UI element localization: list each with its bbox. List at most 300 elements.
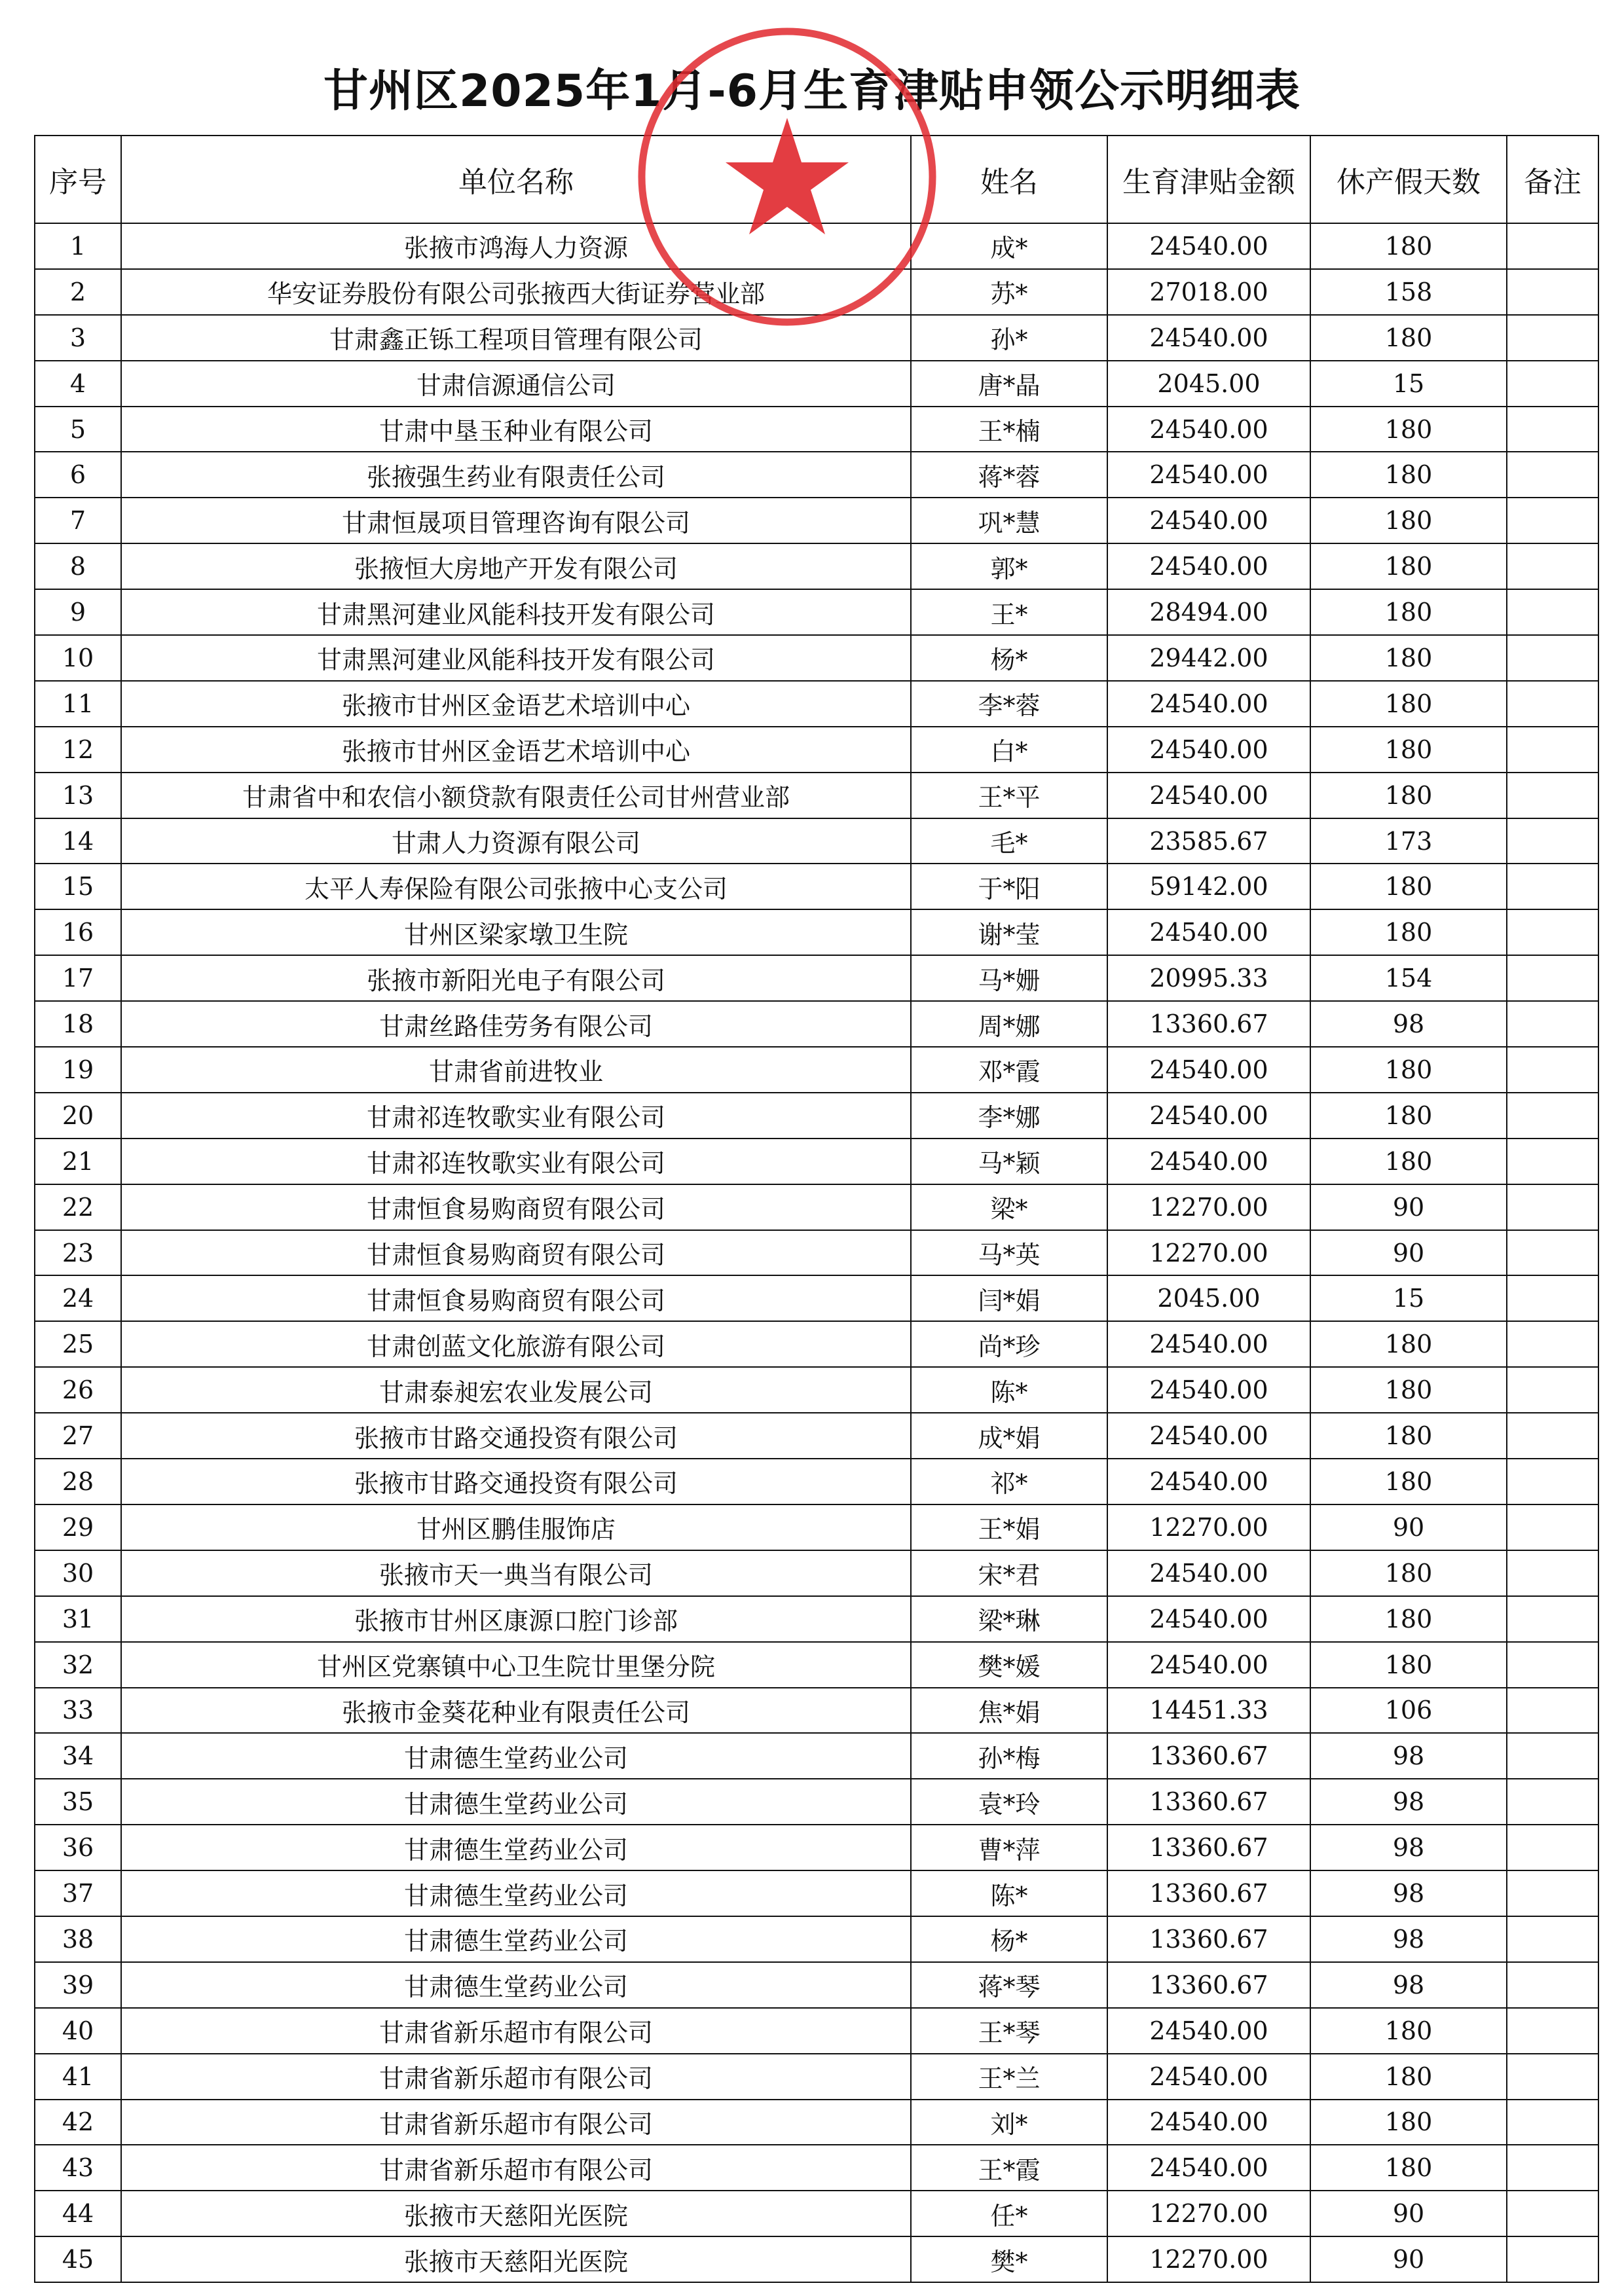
- remarks: [1507, 1321, 1598, 1367]
- row-index: 11: [35, 681, 121, 727]
- subsidy-amount: 2045.00: [1107, 361, 1310, 407]
- subsidy-amount: 13360.67: [1107, 1001, 1310, 1047]
- leave-days: 180: [1310, 2054, 1507, 2100]
- leave-days: 154: [1310, 955, 1507, 1001]
- subsidy-amount: 24540.00: [1107, 407, 1310, 452]
- leave-days: 173: [1310, 818, 1507, 864]
- subsidy-amount: 24540.00: [1107, 1459, 1310, 1504]
- table-row: [35, 1596, 1598, 1642]
- row-index: 36: [35, 1825, 121, 1870]
- unit-name: 甘肃省中和农信小额贷款有限责任公司甘州营业部: [121, 773, 911, 818]
- row-index: 45: [35, 2236, 121, 2282]
- person-name: 陈*: [911, 1870, 1107, 1916]
- subsidy-amount: 24540.00: [1107, 452, 1310, 498]
- remarks: [1507, 2191, 1598, 2236]
- unit-name: 甘肃省前进牧业: [121, 1047, 911, 1093]
- leave-days: 90: [1310, 2236, 1507, 2282]
- remarks: [1507, 315, 1598, 361]
- table-row: [35, 1779, 1598, 1825]
- remarks: [1507, 1504, 1598, 1550]
- unit-name: 甘肃创蓝文化旅游有限公司: [121, 1321, 911, 1367]
- person-name: 蒋*蓉: [911, 452, 1107, 498]
- row-index: 27: [35, 1413, 121, 1459]
- unit-name: 甘肃祁连牧歌实业有限公司: [121, 1093, 911, 1139]
- subsidy-amount: 13360.67: [1107, 1870, 1310, 1916]
- leave-days: 180: [1310, 864, 1507, 909]
- person-name: 樊*: [911, 2236, 1107, 2282]
- row-index: 12: [35, 727, 121, 773]
- leave-days: 180: [1310, 773, 1507, 818]
- person-name: 巩*慧: [911, 498, 1107, 543]
- leave-days: 180: [1310, 1596, 1507, 1642]
- table-row: [35, 818, 1598, 864]
- remarks: [1507, 589, 1598, 635]
- row-index: 32: [35, 1642, 121, 1688]
- person-name: 王*琴: [911, 2008, 1107, 2054]
- row-index: 37: [35, 1870, 121, 1916]
- row-index: 10: [35, 635, 121, 681]
- unit-name: 张掖市甘州区金语艺术培训中心: [121, 727, 911, 773]
- person-name: 宋*君: [911, 1550, 1107, 1596]
- unit-name: 甘肃中垦玉种业有限公司: [121, 407, 911, 452]
- subsidy-amount: 24540.00: [1107, 1093, 1310, 1139]
- unit-name: 甘肃黑河建业风能科技开发有限公司: [121, 589, 911, 635]
- row-index: 33: [35, 1688, 121, 1734]
- leave-days: 180: [1310, 1367, 1507, 1413]
- subsidy-amount: 13360.67: [1107, 1825, 1310, 1870]
- table-row: [35, 635, 1598, 681]
- leave-days: 180: [1310, 909, 1507, 955]
- row-index: 4: [35, 361, 121, 407]
- remarks: [1507, 1139, 1598, 1184]
- person-name: 杨*: [911, 1916, 1107, 1962]
- leave-days: 180: [1310, 635, 1507, 681]
- subsidy-amount: 24540.00: [1107, 2008, 1310, 2054]
- leave-days: 180: [1310, 1093, 1507, 1139]
- person-name: 刘*: [911, 2100, 1107, 2145]
- row-index: 43: [35, 2145, 121, 2191]
- row-index: 14: [35, 818, 121, 864]
- header-remarks: 备注: [1507, 136, 1598, 223]
- unit-name: 甘肃祁连牧歌实业有限公司: [121, 1139, 911, 1184]
- subsidy-amount: 12270.00: [1107, 2191, 1310, 2236]
- remarks: [1507, 1275, 1598, 1321]
- unit-name: 张掖市新阳光电子有限公司: [121, 955, 911, 1001]
- table-row: [35, 361, 1598, 407]
- person-name: 王*霞: [911, 2145, 1107, 2191]
- row-index: 28: [35, 1459, 121, 1504]
- unit-name: 甘肃信源通信公司: [121, 361, 911, 407]
- table-row: [35, 909, 1598, 955]
- leave-days: 15: [1310, 361, 1507, 407]
- remarks: [1507, 1184, 1598, 1230]
- subsidy-amount: 24540.00: [1107, 1413, 1310, 1459]
- table-row: [35, 407, 1598, 452]
- table-row: [35, 269, 1598, 315]
- table-row: [35, 589, 1598, 635]
- person-name: 王*平: [911, 773, 1107, 818]
- subsidy-amount: 27018.00: [1107, 269, 1310, 315]
- row-index: 31: [35, 1596, 121, 1642]
- row-index: 8: [35, 543, 121, 589]
- leave-days: 180: [1310, 315, 1507, 361]
- remarks: [1507, 1459, 1598, 1504]
- unit-name: 张掖市天慈阳光医院: [121, 2191, 911, 2236]
- row-index: 26: [35, 1367, 121, 1413]
- leave-days: 98: [1310, 1962, 1507, 2008]
- remarks: [1507, 2100, 1598, 2145]
- table-row: [35, 773, 1598, 818]
- row-index: 17: [35, 955, 121, 1001]
- table-row: [35, 1230, 1598, 1276]
- person-name: 袁*玲: [911, 1779, 1107, 1825]
- person-name: 苏*: [911, 269, 1107, 315]
- row-index: 9: [35, 589, 121, 635]
- remarks: [1507, 1413, 1598, 1459]
- row-index: 41: [35, 2054, 121, 2100]
- leave-days: 180: [1310, 1139, 1507, 1184]
- table-row: [35, 1321, 1598, 1367]
- subsidy-amount: 24540.00: [1107, 315, 1310, 361]
- subsidy-amount: 24540.00: [1107, 773, 1310, 818]
- unit-name: 甘肃德生堂药业公司: [121, 1916, 911, 1962]
- person-name: 任*: [911, 2191, 1107, 2236]
- unit-name: 甘州区党寨镇中心卫生院廿里堡分院: [121, 1642, 911, 1688]
- table-row: [35, 727, 1598, 773]
- row-index: 20: [35, 1093, 121, 1139]
- person-name: 焦*娟: [911, 1688, 1107, 1734]
- remarks: [1507, 1916, 1598, 1962]
- remarks: [1507, 955, 1598, 1001]
- unit-name: 甘肃德生堂药业公司: [121, 1779, 911, 1825]
- unit-name: 张掖恒大房地产开发有限公司: [121, 543, 911, 589]
- remarks: [1507, 1825, 1598, 1870]
- row-index: 22: [35, 1184, 121, 1230]
- remarks: [1507, 1962, 1598, 2008]
- leave-days: 90: [1310, 1230, 1507, 1276]
- row-index: 3: [35, 315, 121, 361]
- table-row: [35, 1184, 1598, 1230]
- table-row: [35, 864, 1598, 909]
- unit-name: 华安证券股份有限公司张掖西大街证券营业部: [121, 269, 911, 315]
- remarks: [1507, 2054, 1598, 2100]
- leave-days: 98: [1310, 1870, 1507, 1916]
- header-person-name: 姓名: [911, 136, 1107, 223]
- table-row: [35, 1916, 1598, 1962]
- leave-days: 90: [1310, 1504, 1507, 1550]
- row-index: 25: [35, 1321, 121, 1367]
- subsidy-amount: 24540.00: [1107, 1596, 1310, 1642]
- table-header-row: [35, 136, 1598, 223]
- subsidy-amount: 24540.00: [1107, 2054, 1310, 2100]
- table-row: [35, 1459, 1598, 1504]
- leave-days: 98: [1310, 1733, 1507, 1779]
- subsidy-amount: 13360.67: [1107, 1962, 1310, 2008]
- leave-days: 180: [1310, 543, 1507, 589]
- person-name: 王*兰: [911, 2054, 1107, 2100]
- row-index: 24: [35, 1275, 121, 1321]
- leave-days: 180: [1310, 1321, 1507, 1367]
- remarks: [1507, 1093, 1598, 1139]
- person-name: 白*: [911, 727, 1107, 773]
- unit-name: 甘肃德生堂药业公司: [121, 1962, 911, 2008]
- subsidy-amount: 20995.33: [1107, 955, 1310, 1001]
- table-row: [35, 1001, 1598, 1047]
- person-name: 孙*梅: [911, 1733, 1107, 1779]
- remarks: [1507, 2145, 1598, 2191]
- person-name: 梁*琳: [911, 1596, 1107, 1642]
- unit-name: 甘肃泰昶宏农业发展公司: [121, 1367, 911, 1413]
- leave-days: 180: [1310, 1047, 1507, 1093]
- table-row: [35, 1825, 1598, 1870]
- person-name: 王*: [911, 589, 1107, 635]
- unit-name: 甘州区梁家墩卫生院: [121, 909, 911, 955]
- subsidy-amount: 24540.00: [1107, 1367, 1310, 1413]
- unit-name: 太平人寿保险有限公司张掖中心支公司: [121, 864, 911, 909]
- remarks: [1507, 269, 1598, 315]
- unit-name: 甘肃德生堂药业公司: [121, 1870, 911, 1916]
- leave-days: 98: [1310, 1001, 1507, 1047]
- row-index: 7: [35, 498, 121, 543]
- person-name: 王*楠: [911, 407, 1107, 452]
- remarks: [1507, 1047, 1598, 1093]
- leave-days: 180: [1310, 1413, 1507, 1459]
- leave-days: 180: [1310, 589, 1507, 635]
- table-row: [35, 1047, 1598, 1093]
- remarks: [1507, 543, 1598, 589]
- table-row: [35, 543, 1598, 589]
- unit-name: 甘肃省新乐超市有限公司: [121, 2054, 911, 2100]
- unit-name: 甘肃德生堂药业公司: [121, 1733, 911, 1779]
- table-row: [35, 1550, 1598, 1596]
- person-name: 孙*: [911, 315, 1107, 361]
- row-index: 23: [35, 1230, 121, 1276]
- leave-days: 90: [1310, 1184, 1507, 1230]
- unit-name: 张掖市金葵花种业有限责任公司: [121, 1688, 911, 1734]
- table-row: [35, 2008, 1598, 2054]
- row-index: 18: [35, 1001, 121, 1047]
- subsidy-amount: 14451.33: [1107, 1688, 1310, 1734]
- subsidy-amount: 23585.67: [1107, 818, 1310, 864]
- row-index: 19: [35, 1047, 121, 1093]
- leave-days: 180: [1310, 407, 1507, 452]
- person-name: 马*颖: [911, 1139, 1107, 1184]
- header-leave-days: 休产假天数: [1310, 136, 1507, 223]
- table-row: [35, 315, 1598, 361]
- subsidy-amount: 24540.00: [1107, 727, 1310, 773]
- unit-name: 张掖市甘州区康源口腔门诊部: [121, 1596, 911, 1642]
- subsidy-amount: 24540.00: [1107, 909, 1310, 955]
- leave-days: 180: [1310, 452, 1507, 498]
- row-index: 13: [35, 773, 121, 818]
- leave-days: 180: [1310, 681, 1507, 727]
- subsidy-amount: 24540.00: [1107, 1047, 1310, 1093]
- unit-name: 甘肃省新乐超市有限公司: [121, 2100, 911, 2145]
- table-row: [35, 1275, 1598, 1321]
- subsidy-amount: 24540.00: [1107, 2145, 1310, 2191]
- subsidy-amount: 2045.00: [1107, 1275, 1310, 1321]
- table-row: [35, 223, 1598, 269]
- unit-name: 甘肃丝路佳劳务有限公司: [121, 1001, 911, 1047]
- person-name: 谢*莹: [911, 909, 1107, 955]
- leave-days: 98: [1310, 1779, 1507, 1825]
- unit-name: 甘肃恒食易购商贸有限公司: [121, 1275, 911, 1321]
- remarks: [1507, 635, 1598, 681]
- subsidy-amount: 59142.00: [1107, 864, 1310, 909]
- person-name: 邓*霞: [911, 1047, 1107, 1093]
- leave-days: 180: [1310, 2100, 1507, 2145]
- remarks: [1507, 864, 1598, 909]
- unit-name: 张掖市甘路交通投资有限公司: [121, 1459, 911, 1504]
- remarks: [1507, 1688, 1598, 1734]
- table-row: [35, 2054, 1598, 2100]
- subsidy-amount: 24540.00: [1107, 681, 1310, 727]
- row-index: 21: [35, 1139, 121, 1184]
- leave-days: 180: [1310, 223, 1507, 269]
- person-name: 马*英: [911, 1230, 1107, 1276]
- leave-days: 98: [1310, 1916, 1507, 1962]
- header-unit-name: 单位名称: [121, 136, 911, 223]
- table-row: [35, 1139, 1598, 1184]
- subsidy-amount: 28494.00: [1107, 589, 1310, 635]
- table-row: [35, 1688, 1598, 1734]
- remarks: [1507, 1367, 1598, 1413]
- unit-name: 张掖市天慈阳光医院: [121, 2236, 911, 2282]
- remarks: [1507, 223, 1598, 269]
- remarks: [1507, 1779, 1598, 1825]
- person-name: 尚*珍: [911, 1321, 1107, 1367]
- unit-name: 甘肃黑河建业风能科技开发有限公司: [121, 635, 911, 681]
- table-row: [35, 955, 1598, 1001]
- table-row: [35, 2191, 1598, 2236]
- remarks: [1507, 1642, 1598, 1688]
- subsidy-amount: 24540.00: [1107, 223, 1310, 269]
- remarks: [1507, 2008, 1598, 2054]
- row-index: 5: [35, 407, 121, 452]
- table-row: [35, 2100, 1598, 2145]
- subsidy-amount: 29442.00: [1107, 635, 1310, 681]
- table-row: [35, 1367, 1598, 1413]
- table-row: [35, 1870, 1598, 1916]
- header-subsidy-amount: 生育津贴金额: [1107, 136, 1310, 223]
- unit-name: 甘肃省新乐超市有限公司: [121, 2008, 911, 2054]
- remarks: [1507, 361, 1598, 407]
- remarks: [1507, 773, 1598, 818]
- remarks: [1507, 1870, 1598, 1916]
- row-index: 29: [35, 1504, 121, 1550]
- person-name: 周*娜: [911, 1001, 1107, 1047]
- leave-days: 180: [1310, 2145, 1507, 2191]
- subsidy-amount: 24540.00: [1107, 1139, 1310, 1184]
- remarks: [1507, 727, 1598, 773]
- person-name: 马*姗: [911, 955, 1107, 1001]
- subsidy-amount: 24540.00: [1107, 1550, 1310, 1596]
- row-index: 34: [35, 1733, 121, 1779]
- person-name: 毛*: [911, 818, 1107, 864]
- remarks: [1507, 1550, 1598, 1596]
- row-index: 1: [35, 223, 121, 269]
- person-name: 祁*: [911, 1459, 1107, 1504]
- table-row: [35, 681, 1598, 727]
- person-name: 王*娟: [911, 1504, 1107, 1550]
- person-name: 唐*晶: [911, 361, 1107, 407]
- row-index: 16: [35, 909, 121, 955]
- table-row: [35, 1504, 1598, 1550]
- unit-name: 张掖市天一典当有限公司: [121, 1550, 911, 1596]
- leave-days: 180: [1310, 1642, 1507, 1688]
- subsidy-amount: 24540.00: [1107, 2100, 1310, 2145]
- subsidy-amount: 24540.00: [1107, 1642, 1310, 1688]
- remarks: [1507, 452, 1598, 498]
- remarks: [1507, 1733, 1598, 1779]
- person-name: 闫*娟: [911, 1275, 1107, 1321]
- leave-days: 180: [1310, 2008, 1507, 2054]
- unit-name: 张掖市鸿海人力资源: [121, 223, 911, 269]
- leave-days: 180: [1310, 727, 1507, 773]
- person-name: 郭*: [911, 543, 1107, 589]
- remarks: [1507, 2236, 1598, 2282]
- remarks: [1507, 1001, 1598, 1047]
- table-body: [35, 223, 1598, 2282]
- leave-days: 180: [1310, 1550, 1507, 1596]
- unit-name: 甘肃恒食易购商贸有限公司: [121, 1184, 911, 1230]
- person-name: 蒋*琴: [911, 1962, 1107, 2008]
- page-title: 甘州区2025年1月-6月生育津贴申领公示明细表: [323, 65, 1301, 117]
- unit-name: 甘肃鑫正铄工程项目管理有限公司: [121, 315, 911, 361]
- row-index: 2: [35, 269, 121, 315]
- subsidy-amount: 13360.67: [1107, 1916, 1310, 1962]
- row-index: 6: [35, 452, 121, 498]
- subsidy-table: [34, 135, 1599, 2283]
- remarks: [1507, 1596, 1598, 1642]
- unit-name: 甘肃恒晟项目管理咨询有限公司: [121, 498, 911, 543]
- person-name: 成*娟: [911, 1413, 1107, 1459]
- unit-name: 张掖市甘路交通投资有限公司: [121, 1413, 911, 1459]
- remarks: [1507, 909, 1598, 955]
- person-name: 梁*: [911, 1184, 1107, 1230]
- unit-name: 张掖市甘州区金语艺术培训中心: [121, 681, 911, 727]
- person-name: 李*蓉: [911, 681, 1107, 727]
- leave-days: 98: [1310, 1825, 1507, 1870]
- remarks: [1507, 407, 1598, 452]
- row-index: 38: [35, 1916, 121, 1962]
- remarks: [1507, 1230, 1598, 1276]
- row-index: 35: [35, 1779, 121, 1825]
- table-row: [35, 2145, 1598, 2191]
- row-index: 44: [35, 2191, 121, 2236]
- person-name: 杨*: [911, 635, 1107, 681]
- person-name: 李*娜: [911, 1093, 1107, 1139]
- table-row: [35, 1093, 1598, 1139]
- unit-name: 张掖强生药业有限责任公司: [121, 452, 911, 498]
- unit-name: 甘州区鹏佳服饰店: [121, 1504, 911, 1550]
- row-index: 15: [35, 864, 121, 909]
- subsidy-amount: 24540.00: [1107, 1321, 1310, 1367]
- person-name: 成*: [911, 223, 1107, 269]
- unit-name: 甘肃德生堂药业公司: [121, 1825, 911, 1870]
- leave-days: 180: [1310, 498, 1507, 543]
- table-row: [35, 1642, 1598, 1688]
- unit-name: 甘肃省新乐超市有限公司: [121, 2145, 911, 2191]
- leave-days: 106: [1310, 1688, 1507, 1734]
- leave-days: 180: [1310, 1459, 1507, 1504]
- remarks: [1507, 498, 1598, 543]
- subsidy-amount: 12270.00: [1107, 1230, 1310, 1276]
- subsidy-amount: 13360.67: [1107, 1779, 1310, 1825]
- remarks: [1507, 681, 1598, 727]
- unit-name: 甘肃人力资源有限公司: [121, 818, 911, 864]
- row-index: 39: [35, 1962, 121, 2008]
